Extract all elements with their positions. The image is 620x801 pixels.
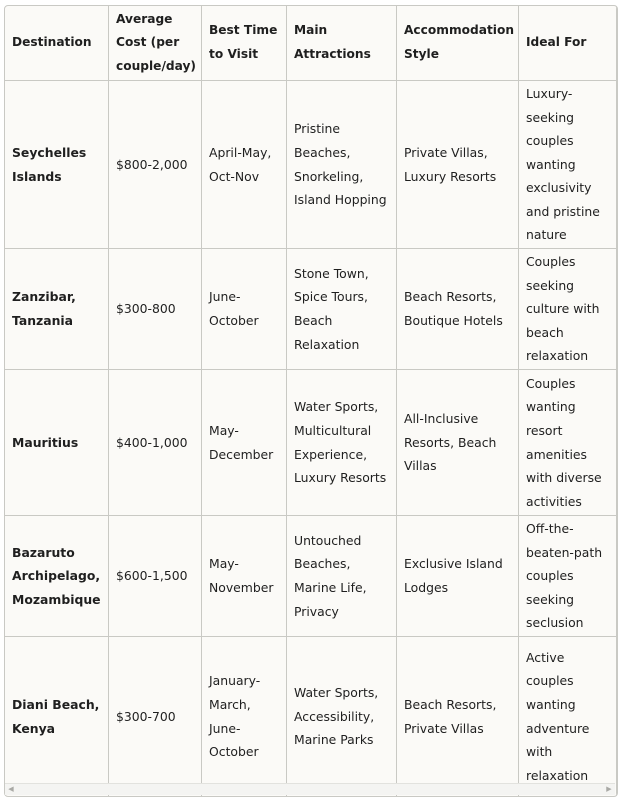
cell-best-time: May-December [202,370,287,516]
cell-attractions: Water Sports, Accessibility, Marine Parks [287,637,397,797]
header-main-attractions: Main Attractions [287,6,397,81]
table-row [5,81,617,249]
cell-destination: Zanzibar, Tanzania [5,249,109,370]
header-ideal-for: Ideal For [519,6,617,81]
cell-best-time: June-October [202,249,287,370]
cell-cost: $300-700 [109,637,202,797]
table-container [4,5,618,797]
header-destination: Destination [5,6,109,81]
table-row [5,370,617,516]
cell-ideal-for: Luxury-seeking couples wanting exclusivity and pristine nature [519,81,617,249]
cell-best-time: April-May, Oct-Nov [202,81,287,249]
cell-best-time: January-March, June-October [202,637,287,797]
cell-destination: Mauritius [5,370,109,516]
cell-accommodation: Beach Resorts, Private Villas [397,637,519,797]
cell-cost: $600-1,500 [109,516,202,637]
cell-attractions: Pristine Beaches, Snorkeling, Island Hopping [287,81,397,249]
header-average-cost: Average Cost (per couple/day) [109,6,202,81]
table-row [5,637,617,797]
cell-ideal-for: Off-the-beaten-path couples seeking seclusion [519,516,617,637]
cell-accommodation: Beach Resorts, Boutique Hotels [397,249,519,370]
cell-destination: Seychelles Islands [5,81,109,249]
destinations-table [4,5,617,797]
horizontal-scrollbar[interactable] [5,783,615,795]
cell-destination: Diani Beach, Kenya [5,637,109,797]
cell-attractions: Untouched Beaches, Marine Life, Privacy [287,516,397,637]
cell-ideal-for: Active couples wanting adventure with relaxation [519,637,617,797]
cell-cost: $400-1,000 [109,370,202,516]
cell-accommodation: All-Inclusive Resorts, Beach Villas [397,370,519,516]
cell-accommodation: Exclusive Island Lodges [397,516,519,637]
cell-ideal-for: Couples wanting resort amenities with diverse activities [519,370,617,516]
cell-cost: $300-800 [109,249,202,370]
cell-destination: Bazaruto Archipelago, Mozambique [5,516,109,637]
header-accommodation-style: Accommodation Style [397,6,519,81]
cell-best-time: May-November [202,516,287,637]
cell-cost: $800-2,000 [109,81,202,249]
cell-accommodation: Private Villas, Luxury Resorts [397,81,519,249]
scroll-right-icon[interactable]: ▶ [606,785,612,793]
cell-attractions: Water Sports, Multicultural Experience, Luxury Resorts [287,370,397,516]
cell-attractions: Stone Town, Spice Tours, Beach Relaxation [287,249,397,370]
table-row [5,516,617,637]
cell-ideal-for: Couples seeking culture with beach relaxation [519,249,617,370]
table-header-row [5,6,617,81]
header-best-time: Best Time to Visit [202,6,287,81]
table-row [5,249,617,370]
scroll-left-icon[interactable]: ◀ [8,785,14,793]
